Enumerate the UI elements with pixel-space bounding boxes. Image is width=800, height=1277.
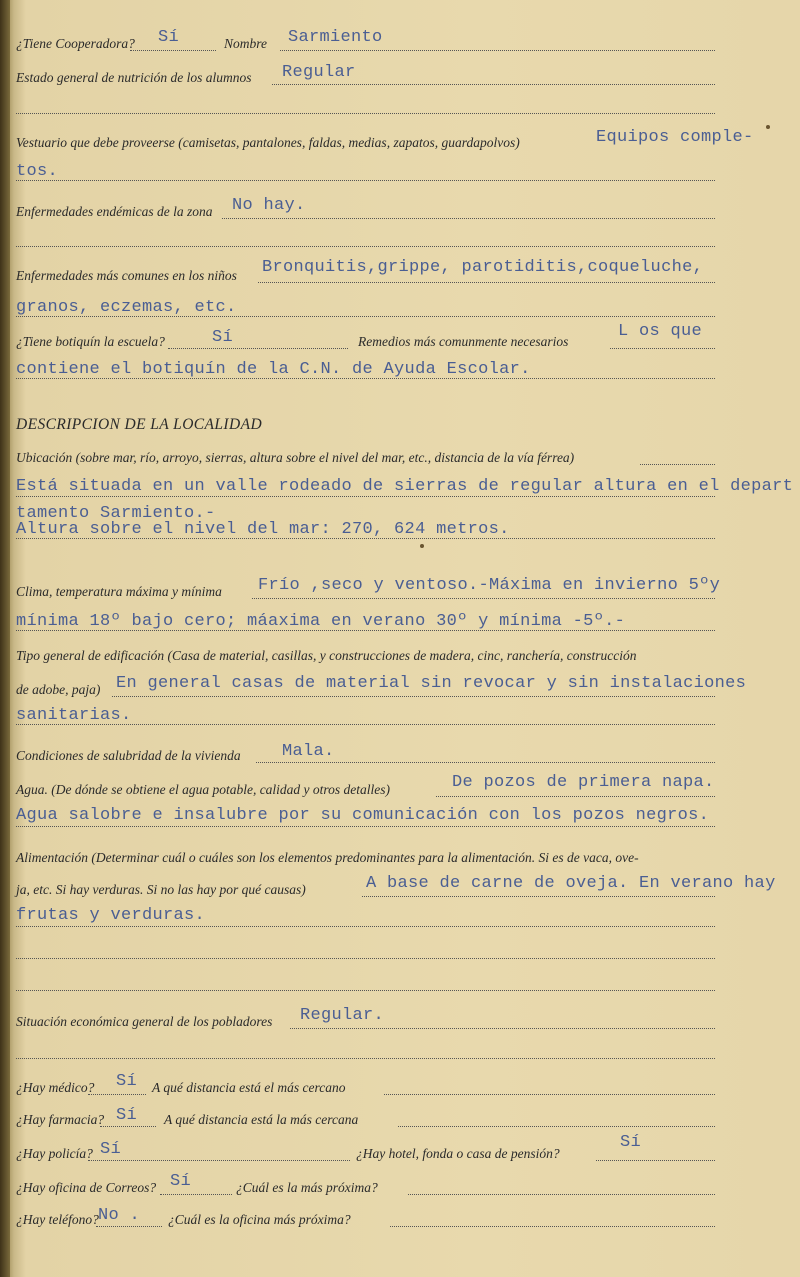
alimentacion-label-1: Alimentación (Determinar cuál o cuáles son los elementos predominantes para la alimentación. Si es de vaca, ove- [16, 850, 639, 865]
botiquin-value: Sí [212, 328, 234, 347]
alimentacion-label-2: ja, etc. Si hay verduras. Si no las hay por qué causas) [16, 882, 306, 897]
dotted-line [436, 796, 715, 797]
ink-mark [766, 125, 770, 129]
botiquin-label: ¿Tiene botiquín la escuela? [16, 334, 165, 349]
dotted-line [16, 246, 715, 247]
comunes-value-2: granos, eczemas, etc. [16, 298, 237, 317]
remedios-value-1: L os que [618, 322, 703, 341]
ink-mark [420, 544, 424, 548]
endemicas-value: No hay. [232, 196, 306, 215]
dotted-line [88, 1094, 146, 1095]
dotted-line [408, 1194, 715, 1195]
dotted-line [16, 180, 715, 181]
clima-value-2: mínima 18º bajo cero; máaxima en verano 30º y mínima -5º.- [16, 612, 626, 631]
hotel-label: ¿Hay hotel, fonda o casa de pensión? [356, 1146, 560, 1161]
dotted-line [222, 218, 715, 219]
dotted-line [640, 464, 715, 465]
edificacion-value-1: En general casas de material sin revocar y sin instalaciones [116, 674, 747, 693]
farmacia-label: ¿Hay farmacia? [16, 1112, 105, 1127]
nutricion-label: Estado general de nutrición de los alumnos [16, 70, 252, 85]
agua-label: Agua. (De dónde se obtiene el agua potable, calidad y otros detalles) [16, 782, 391, 797]
dotted-line [390, 1226, 715, 1227]
economica-value: Regular. [300, 1006, 385, 1025]
dotted-line [252, 598, 715, 599]
medico-label: ¿Hay médico? [16, 1080, 95, 1095]
section-heading: DESCRIPCION DE LA LOCALIDAD [16, 416, 263, 433]
ubicacion-value-3: Altura sobre el nivel del mar: 270, 624 metros. [16, 520, 510, 539]
endemicas-label: Enfermedades endémicas de la zona [16, 204, 213, 219]
dotted-line [160, 1194, 232, 1195]
ubicacion-label: Ubicación (sobre mar, río, arroyo, sierras, altura sobre el nivel del mar, etc., distancia de la vía férrea) [16, 450, 575, 465]
edificacion-label-2: de adobe, paja) [16, 682, 101, 697]
agua-value-2: Agua salobre e insalubre por su comunicación con los pozos negros. [16, 806, 710, 825]
vestuario-label: Vestuario que debe proveerse (camisetas, pantalones, faldas, medias, zapatos, guardapolvos) [16, 135, 520, 150]
policia-value: Sí [100, 1140, 122, 1159]
vestuario-value-1: Equipos comple- [596, 128, 754, 147]
dotted-line [16, 538, 715, 539]
correos-value: Sí [170, 1172, 192, 1191]
cooperadora-label: ¿Tiene Cooperadora? [16, 36, 135, 51]
dotted-line [100, 1126, 156, 1127]
nombre-label: Nombre [224, 36, 267, 51]
medico-sub-label: A qué distancia está el más cercano [152, 1080, 346, 1095]
alimentacion-value-1: A base de carne de oveja. En verano hay [366, 874, 776, 893]
dotted-line [16, 113, 715, 114]
dotted-line [88, 1160, 350, 1161]
clima-value-1: Frío ,seco y ventoso.-Máxima en invierno 5ºy [258, 576, 721, 595]
economica-label: Situación económica general de los pobladores [16, 1014, 273, 1029]
dotted-line [384, 1094, 715, 1095]
farmacia-value: Sí [116, 1106, 138, 1125]
dotted-line [16, 496, 715, 497]
dotted-line [16, 630, 715, 631]
dotted-line [596, 1160, 715, 1161]
correos-label: ¿Hay oficina de Correos? [16, 1180, 157, 1195]
dotted-line [258, 282, 715, 283]
remedios-value-2: contiene el botiquín de la C.N. de Ayuda Escolar. [16, 360, 531, 379]
farmacia-sub-label: A qué distancia está la más cercana [164, 1112, 359, 1127]
dotted-line [290, 1028, 715, 1029]
dotted-line [16, 378, 715, 379]
dotted-line [16, 724, 715, 725]
edificacion-value-2: sanitarias. [16, 706, 132, 725]
alimentacion-value-2: frutas y verduras. [16, 906, 206, 925]
dotted-line [130, 50, 216, 51]
dotted-line [16, 316, 715, 317]
dotted-line [16, 1058, 715, 1059]
medico-value: Sí [116, 1072, 138, 1091]
comunes-value-1: Bronquitis,grippe, parotiditis,coqueluche, [262, 258, 704, 277]
telefono-sub-label: ¿Cuál es la oficina más próxima? [168, 1212, 351, 1227]
dotted-line [96, 1226, 162, 1227]
dotted-line [610, 348, 715, 349]
hotel-value: Sí [620, 1133, 642, 1152]
dotted-line [112, 696, 715, 697]
ubicacion-value-2: tamento Sarmiento.- [16, 504, 216, 523]
remedios-label: Remedios más comunmente necesarios [358, 334, 569, 349]
nombre-value: Sarmiento [288, 28, 383, 47]
clima-label: Clima, temperatura máxima y mínima [16, 584, 222, 599]
edificacion-label-1: Tipo general de edificación (Casa de material, casillas, y construcciones de madera, cinc, ranchería, construcción [16, 648, 637, 663]
dotted-line [16, 926, 715, 927]
dotted-line [272, 84, 715, 85]
cooperadora-value: Sí [158, 28, 180, 47]
policia-label: ¿Hay policía? [16, 1146, 93, 1161]
telefono-label: ¿Hay teléfono? [16, 1212, 99, 1227]
salubridad-label: Condiciones de salubridad de la vivienda [16, 748, 241, 763]
dotted-line [256, 762, 715, 763]
dotted-line [16, 990, 715, 991]
correos-sub-label: ¿Cuál es la más próxima? [236, 1180, 378, 1195]
dotted-line [280, 50, 715, 51]
dotted-line [16, 958, 715, 959]
dotted-line [398, 1126, 715, 1127]
dotted-line [168, 348, 348, 349]
nutricion-value: Regular [282, 63, 356, 82]
dotted-line [362, 896, 715, 897]
comunes-label: Enfermedades más comunes en los niños [16, 268, 237, 283]
salubridad-value: Mala. [282, 742, 335, 761]
agua-value-1: De pozos de primera napa. [452, 773, 715, 792]
ubicacion-value-1: Está situada en un valle rodeado de sierras de regular altura en el depart [16, 477, 794, 496]
binding-spine [0, 0, 10, 1277]
telefono-value: No . [98, 1206, 141, 1225]
vestuario-value-2: tos. [16, 162, 59, 181]
dotted-line [16, 826, 715, 827]
